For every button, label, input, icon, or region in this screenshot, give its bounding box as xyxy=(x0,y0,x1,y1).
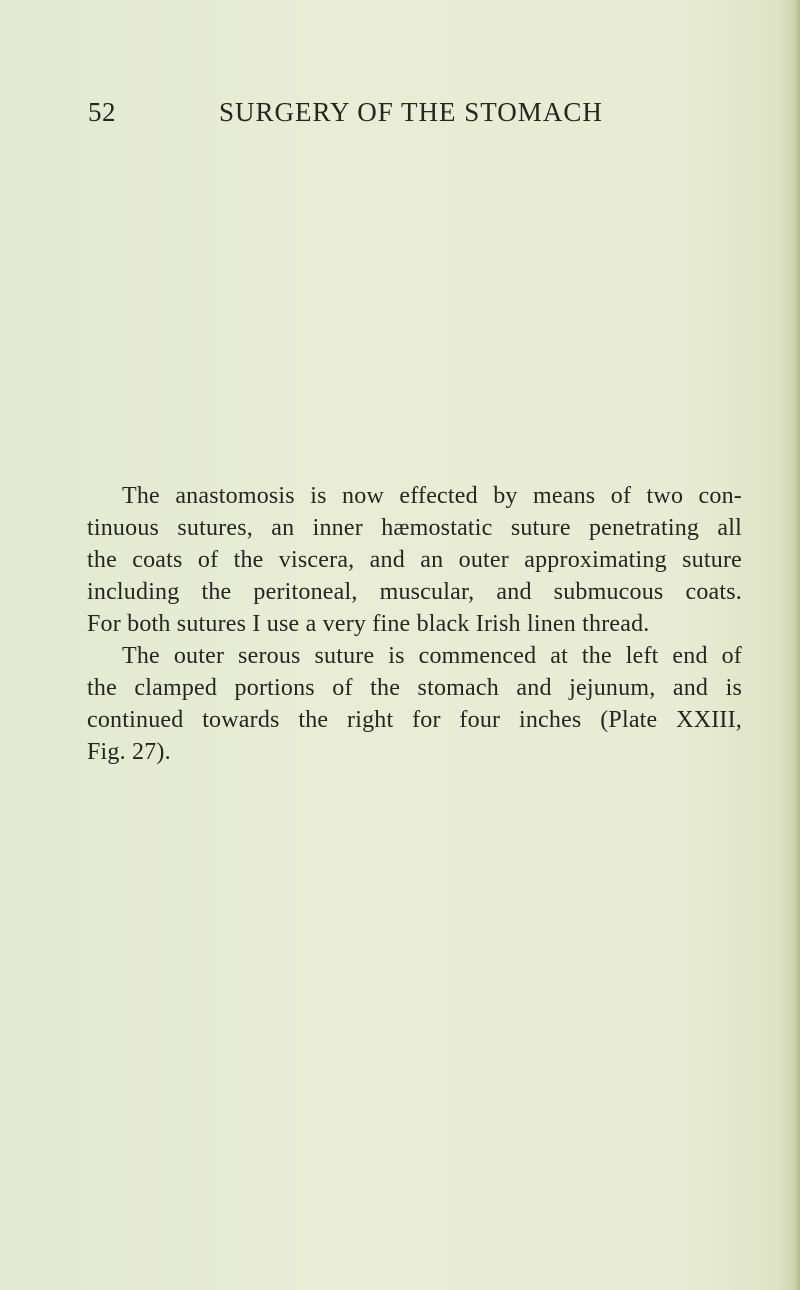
text-line: For both sutures I use a very fine black Irish linen thread. xyxy=(87,611,650,637)
running-title: SURGERY OF THE STOMACH xyxy=(219,97,603,127)
text-line: including the peritoneal, muscular, and submucous coats. xyxy=(87,579,742,605)
text-line: The anastomosis is now effected by means of two con- xyxy=(122,483,742,509)
text-line: the clamped portions of the stomach and jejunum, and is xyxy=(87,675,742,701)
running-header xyxy=(88,97,648,137)
text-line: the coats of the viscera, and an outer approximating suture xyxy=(87,547,742,573)
page-number: 52 xyxy=(88,97,116,127)
text-line: Fig. 27). xyxy=(87,739,171,765)
paragraph xyxy=(87,640,742,768)
text-line: The outer serous suture is commenced at the left end of xyxy=(122,643,742,669)
page-edge-shadow xyxy=(794,0,800,1290)
text-line: continued towards the right for four inches (Plate XXIII, xyxy=(87,707,742,733)
paragraph xyxy=(87,480,742,640)
text-line: tinuous sutures, an inner hæmostatic suture penetrating all xyxy=(87,515,742,541)
body-text xyxy=(87,480,742,768)
